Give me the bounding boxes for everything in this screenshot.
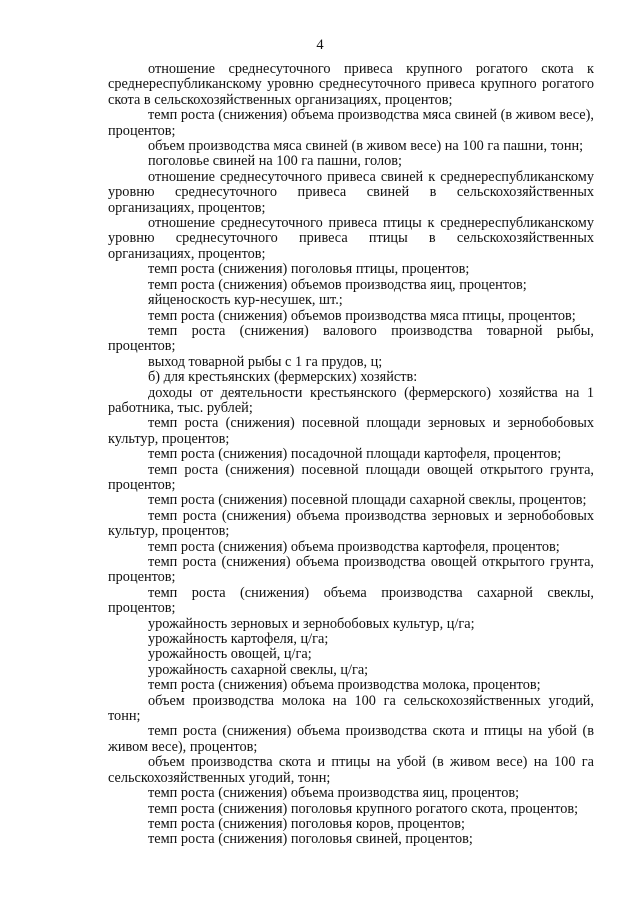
paragraph: отношение среднесуточного привеса птицы к среднереспубликанскому уровню среднесуточного привеса птицы в сельскохозяйственных организациях, процентов;: [108, 215, 594, 262]
paragraph: темп роста (снижения) валового производства товарной рыбы, процентов;: [108, 322, 594, 355]
paragraph: доходы от деятельности крестьянского (фермерского) хозяйства на 1 работника, тыс. рублей;: [108, 384, 594, 416]
paragraph: темп роста (снижения) объема производства сахарной свеклы, процентов;: [108, 584, 594, 617]
section-heading: б) для крестьянских (фермерских) хозяйств:: [148, 369, 418, 386]
paragraph: отношение среднесуточного привеса свиней к среднереспубликанскому уровню среднесуточного привеса свиней в сельскохозяйственных организациях, процентов;: [108, 168, 594, 216]
paragraph: объем производства скота и птицы на убой (в живом весе) на 100 га сельскохозяйственных угодий, тонн;: [108, 754, 594, 786]
paragraph: темп роста (снижения) посевной площади сахарной свеклы, процентов;: [148, 492, 587, 509]
paragraph: темп роста (снижения) поголовья крупного рогатого скота, процентов;: [148, 800, 579, 817]
paragraph: урожайность овощей, ц/га;: [148, 646, 312, 663]
paragraph: темп роста (снижения) объема производства молока, процентов;: [148, 677, 541, 694]
paragraph: темп роста (снижения) посадочной площади картофеля, процентов;: [148, 446, 562, 463]
page-number: 4: [316, 37, 324, 53]
paragraph: темп роста (снижения) объема производства скота и птицы на убой (в живом весе), процентов;: [108, 723, 594, 755]
paragraph: урожайность картофеля, ц/га;: [148, 631, 329, 648]
paragraph: темп роста (снижения) объема производства зерновых и зернобобовых культур, процентов;: [108, 507, 594, 540]
paragraph: темп роста (снижения) объемов производства мяса птицы, процентов;: [148, 307, 576, 324]
paragraph: объем производства мяса свиней (в живом весе) на 100 га пашни, тонн;: [148, 138, 584, 155]
paragraph: темп роста (снижения) посевной площади овощей открытого грунта, процентов;: [108, 461, 594, 493]
paragraph: яйценоскость кур-несушек, шт.;: [148, 292, 343, 309]
paragraph: темп роста (снижения) объема производства яиц, процентов;: [148, 785, 520, 802]
paragraph: урожайность зерновых и зернобобовых культур, ц/га;: [148, 615, 475, 632]
paragraph: темп роста (снижения) поголовья свиней, процентов;: [148, 831, 473, 848]
paragraph: темп роста (снижения) объемов производства яиц, процентов;: [148, 276, 527, 293]
paragraph: урожайность сахарной свеклы, ц/га;: [148, 661, 369, 678]
document-body: [108, 62, 594, 848]
paragraph: темп роста (снижения) поголовья коров, процентов;: [148, 815, 465, 832]
paragraph: темп роста (снижения) объема производства мяса свиней (в живом весе), процентов;: [108, 107, 594, 139]
paragraph: поголовье свиней на 100 га пашни, голов;: [148, 153, 403, 170]
paragraph: отношение среднесуточного привеса крупного рогатого скота к среднереспубликанскому уровню среднесуточного привеса крупного рогатого скота в сельскохозяйственных организациях, процентов;: [108, 61, 594, 108]
paragraph: темп роста (снижения) поголовья птицы, процентов;: [148, 261, 470, 278]
paragraph: темп роста (снижения) объема производства овощей открытого грунта, процентов;: [108, 554, 594, 586]
paragraph: объем производства молока на 100 га сельскохозяйственных угодий, тонн;: [108, 692, 594, 725]
paragraph: темп роста (снижения) посевной площади зерновых и зернобобовых культур, процентов;: [108, 415, 594, 447]
paragraph: выход товарной рыбы с 1 га прудов, ц;: [148, 353, 383, 370]
paragraph: темп роста (снижения) объема производства картофеля, процентов;: [148, 538, 560, 555]
